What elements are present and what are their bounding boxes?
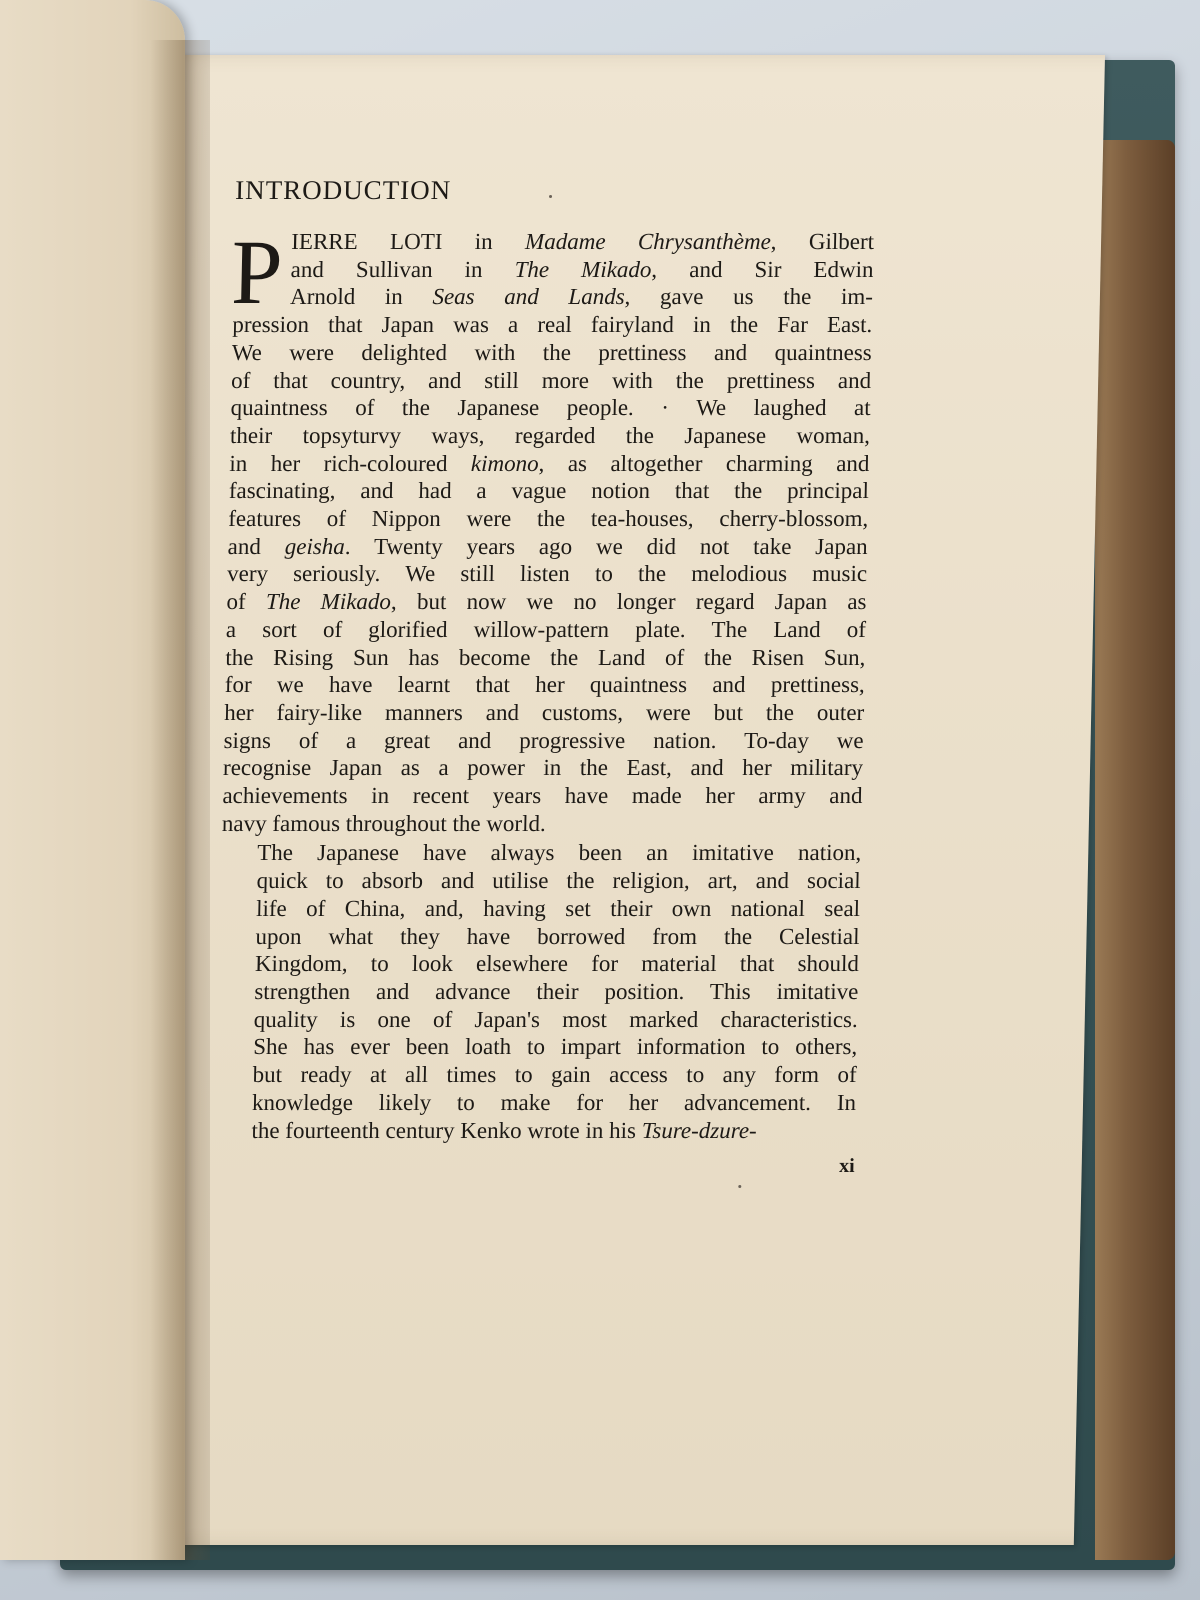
text-line: the fourteenth century Kenko wrote in his Tsure-dzure- (251, 1117, 758, 1143)
paper-speck (738, 1185, 741, 1188)
text-line: Kingdom, to look elsewhere for material that should (254, 951, 860, 977)
text-line: and Sullivan in The Mikado, and Sir Edwin (290, 256, 874, 282)
text-line: her fairy-like manners and customs, were but the outer (223, 699, 865, 725)
text-line: upon what they have borrowed from the Celestial (255, 923, 860, 949)
text-line: fascinating, and had a vague notion that the principal (228, 478, 870, 504)
text-line: She has ever been loath to impart information to others, (252, 1034, 858, 1060)
text-line: pression that Japan was a real fairyland in the Far East. (232, 312, 873, 338)
page-text-block (215, 175, 875, 1178)
text-line: navy famous throughout the world. (221, 810, 547, 836)
text-line: for we have learnt that her quaintness and prettiness, (224, 672, 866, 698)
drop-cap: P (230, 221, 284, 323)
text-line: life of China, and, having set their own national seal (255, 895, 861, 921)
text-line: recognise Japan as a power in the East, and her military (222, 755, 864, 781)
text-line: Arnold in Seas and Lands, gave us the im- (289, 284, 874, 310)
right-page (139, 55, 1105, 1545)
text-line: strengthen and advance their position. This imitative (254, 978, 859, 1004)
paragraph-2 (215, 839, 861, 1144)
text-line: and geisha. Twenty years ago we did not take Japan (227, 533, 868, 559)
text-line: features of Nippon were the tea-houses, cherry-blossom, (228, 506, 869, 532)
text-line: their topsyturvy ways, regarded the Japanese woman, (229, 422, 871, 448)
text-line: the Rising Sun has become the Land of the Risen Sun, (225, 644, 866, 670)
text-line: quick to absorb and utilise the religion, art, and social (256, 868, 861, 894)
text-line: knowledge likely to make for her advancement. In (251, 1089, 857, 1115)
text-line: of The Mikado, but now we no longer regard Japan as (226, 589, 867, 615)
page-heading: INTRODUCTION (234, 175, 452, 205)
text-line: very seriously. We still listen to the melodious music (226, 561, 868, 587)
text-line: but ready at all times to gain access to any form of (252, 1062, 857, 1088)
page-number: xi (838, 1155, 855, 1178)
text-line: quality is one of Japan's most marked characteristics. (253, 1006, 859, 1032)
text-line: of that country, and still more with the prettiness and (230, 367, 872, 393)
book-gutter-shadow (150, 40, 210, 1560)
text-line: signs of a great and progressive nation. To-day we (223, 727, 864, 753)
text-line: a sort of glorified willow-pattern plate. The Land of (225, 616, 867, 642)
text-line: achievements in recent years have made her army and (222, 783, 863, 809)
text-line: in her rich-coloured kimono, as altogether charming and (229, 450, 870, 476)
text-line: quaintness of the Japanese people. · We laughed at (230, 395, 871, 421)
text-line: IERRE LOTI in Madame Chrysanthème, Gilbert (291, 229, 875, 254)
text-line: The Japanese have always been an imitative nation, (257, 840, 862, 866)
text-line: We were delighted with the prettiness and quaintness (231, 339, 873, 365)
paragraph-1 (221, 221, 875, 837)
book-page-edges (1095, 140, 1175, 1560)
